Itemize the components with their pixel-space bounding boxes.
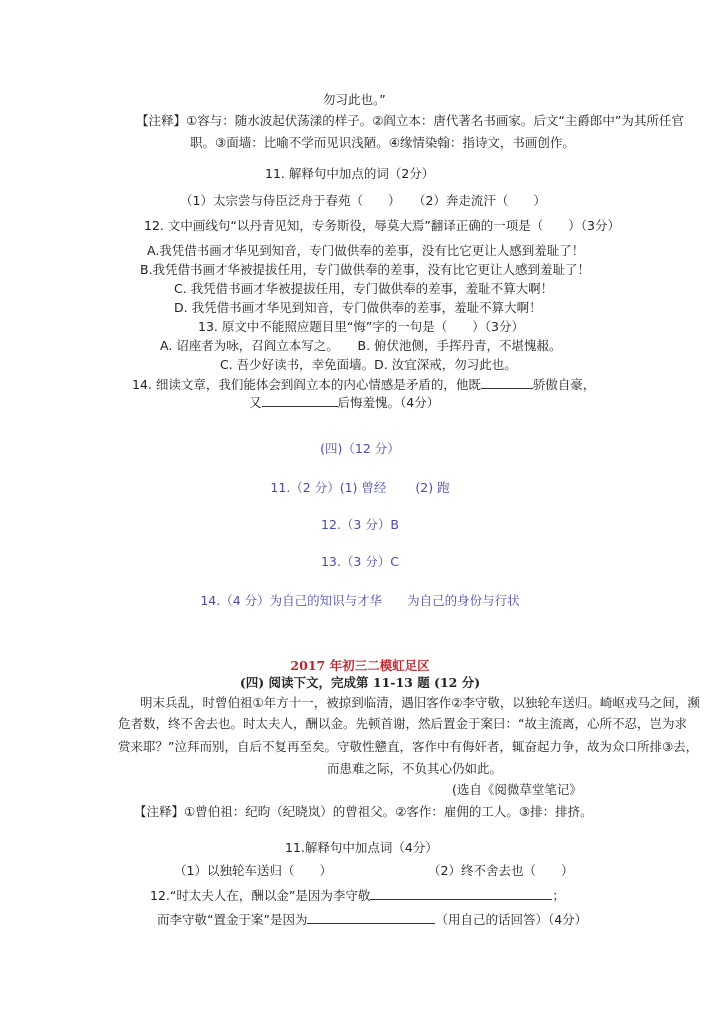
question-11: 11. 解释句中加点的词（2分）: [265, 166, 435, 181]
question-14: 14. 细读文章，我们能体会到阎立本的内心情感是矛盾的，他既 骄傲自豪，: [132, 377, 596, 392]
annotation-line: 【注释】①容与：随水波起伏荡漾的样子。②阎立本：唐代著名书画家。后文“主爵郎中”为其所任官: [136, 113, 684, 128]
question-11: 11.解释句中加点词（4分）: [285, 840, 438, 855]
passage-line: 明末兵乱，时曾伯祖①年方十一，被掠到临清，遇旧客作②李守敬，以独轮车送归。崎岖戎马之间，濒: [140, 695, 700, 710]
annotation-line: 职。③面墙：比喻不学而见识浅陋。④缘情染翰：指诗文，书画创作。: [190, 135, 575, 150]
option-b: B.我凭借书画才华被提拔任用，专门做供奉的差事，没有比它更让人感到羞耻了！: [140, 262, 591, 277]
question-13-options-cd: C. 吾少好读书，幸免面墙。D. 汝宜深戒，勿习此也。: [220, 357, 517, 372]
answer-14: 14.（4 分）为自己的知识与才华 为自己的身份与行状: [200, 593, 520, 608]
option-c: C. 我凭借书画才华被提拔任用，专门做供奉的差事，羞耻不算大啊！: [174, 281, 554, 296]
answer-blank: [481, 376, 533, 389]
question-12: 12.“时太夫人在，酬以金”是因为李守敬 ；: [150, 888, 565, 903]
answer-blank: [370, 887, 552, 900]
section-subtitle: (四) 阅读下文，完成第 11-13 题 (12 分): [239, 675, 481, 690]
answer-11: 11.（2 分）(1) 曾经 (2) 跑: [270, 480, 450, 495]
question-13: 13. 原文中不能照应题目里“悔”字的一句是（ ）（3分）: [198, 319, 525, 334]
answer-13: 13.（3 分）C: [320, 554, 400, 569]
question-11-item-1: （1）以独轮车送归（ ）: [174, 863, 332, 878]
question-11-item-2: （2）终不舍去也（ ）: [428, 863, 574, 878]
question-13-options-ab: A. 诏座者为咏，召阎立本写之。 B. 俯伏池侧，手挥丹青，不堪愧赧。: [160, 338, 562, 353]
annotation-line: 【注释】①曾伯祖：纪昀（纪晓岚）的曾祖父。②客作：雇佣的工人。③排：排挤。: [134, 804, 593, 819]
section-title: 2017 年初三二模虹足区: [290, 658, 430, 673]
answer-blank: [262, 394, 338, 407]
passage-line: 危者数，终不舍去也。时太夫人，酬以金。先顿首谢，然后置金于案曰：“故主流离，心所不忍，岂为求: [118, 716, 687, 731]
question-12: 12. 文中画线句“以丹青见知，专务斯役，辱莫大焉”翻译正确的一项是（ ）（3分）: [144, 218, 621, 233]
option-a: A.我凭借书画才华见到知音，专门做供奉的差事，没有比它更让人感到羞耻了！: [147, 243, 585, 258]
answer-12: 12.（3 分）B: [321, 517, 399, 532]
passage-source: (选自《阅微草堂笔记》: [452, 782, 582, 797]
question-14-cont: 又 后悔羞愧。（4分）: [249, 395, 440, 410]
passage-line: 而患难之际，不负其心仍如此。: [327, 761, 503, 776]
question-11-items: （1）太宗尝与侍臣泛舟于春苑（ ） （2）奔走流汗（ ）: [180, 193, 546, 208]
question-12-cont: 而李守敬“置金于案”是因为 （用自己的话回答）（4分）: [157, 912, 588, 927]
answer-header: (四)（12 分）: [320, 441, 400, 456]
option-d: D. 我凭借书画才华见到知音，专门做供奉的差事，羞耻不算大啊！: [174, 300, 542, 315]
passage-line: 赏来耶？”泣拜而别，自后不复再至矣。守敬性戆直，客作中有侮奸者，辄奋起力争，故为众口所排③去，: [118, 739, 699, 754]
answer-blank: [307, 911, 435, 924]
text-line: 勿习此也。”: [323, 92, 386, 107]
